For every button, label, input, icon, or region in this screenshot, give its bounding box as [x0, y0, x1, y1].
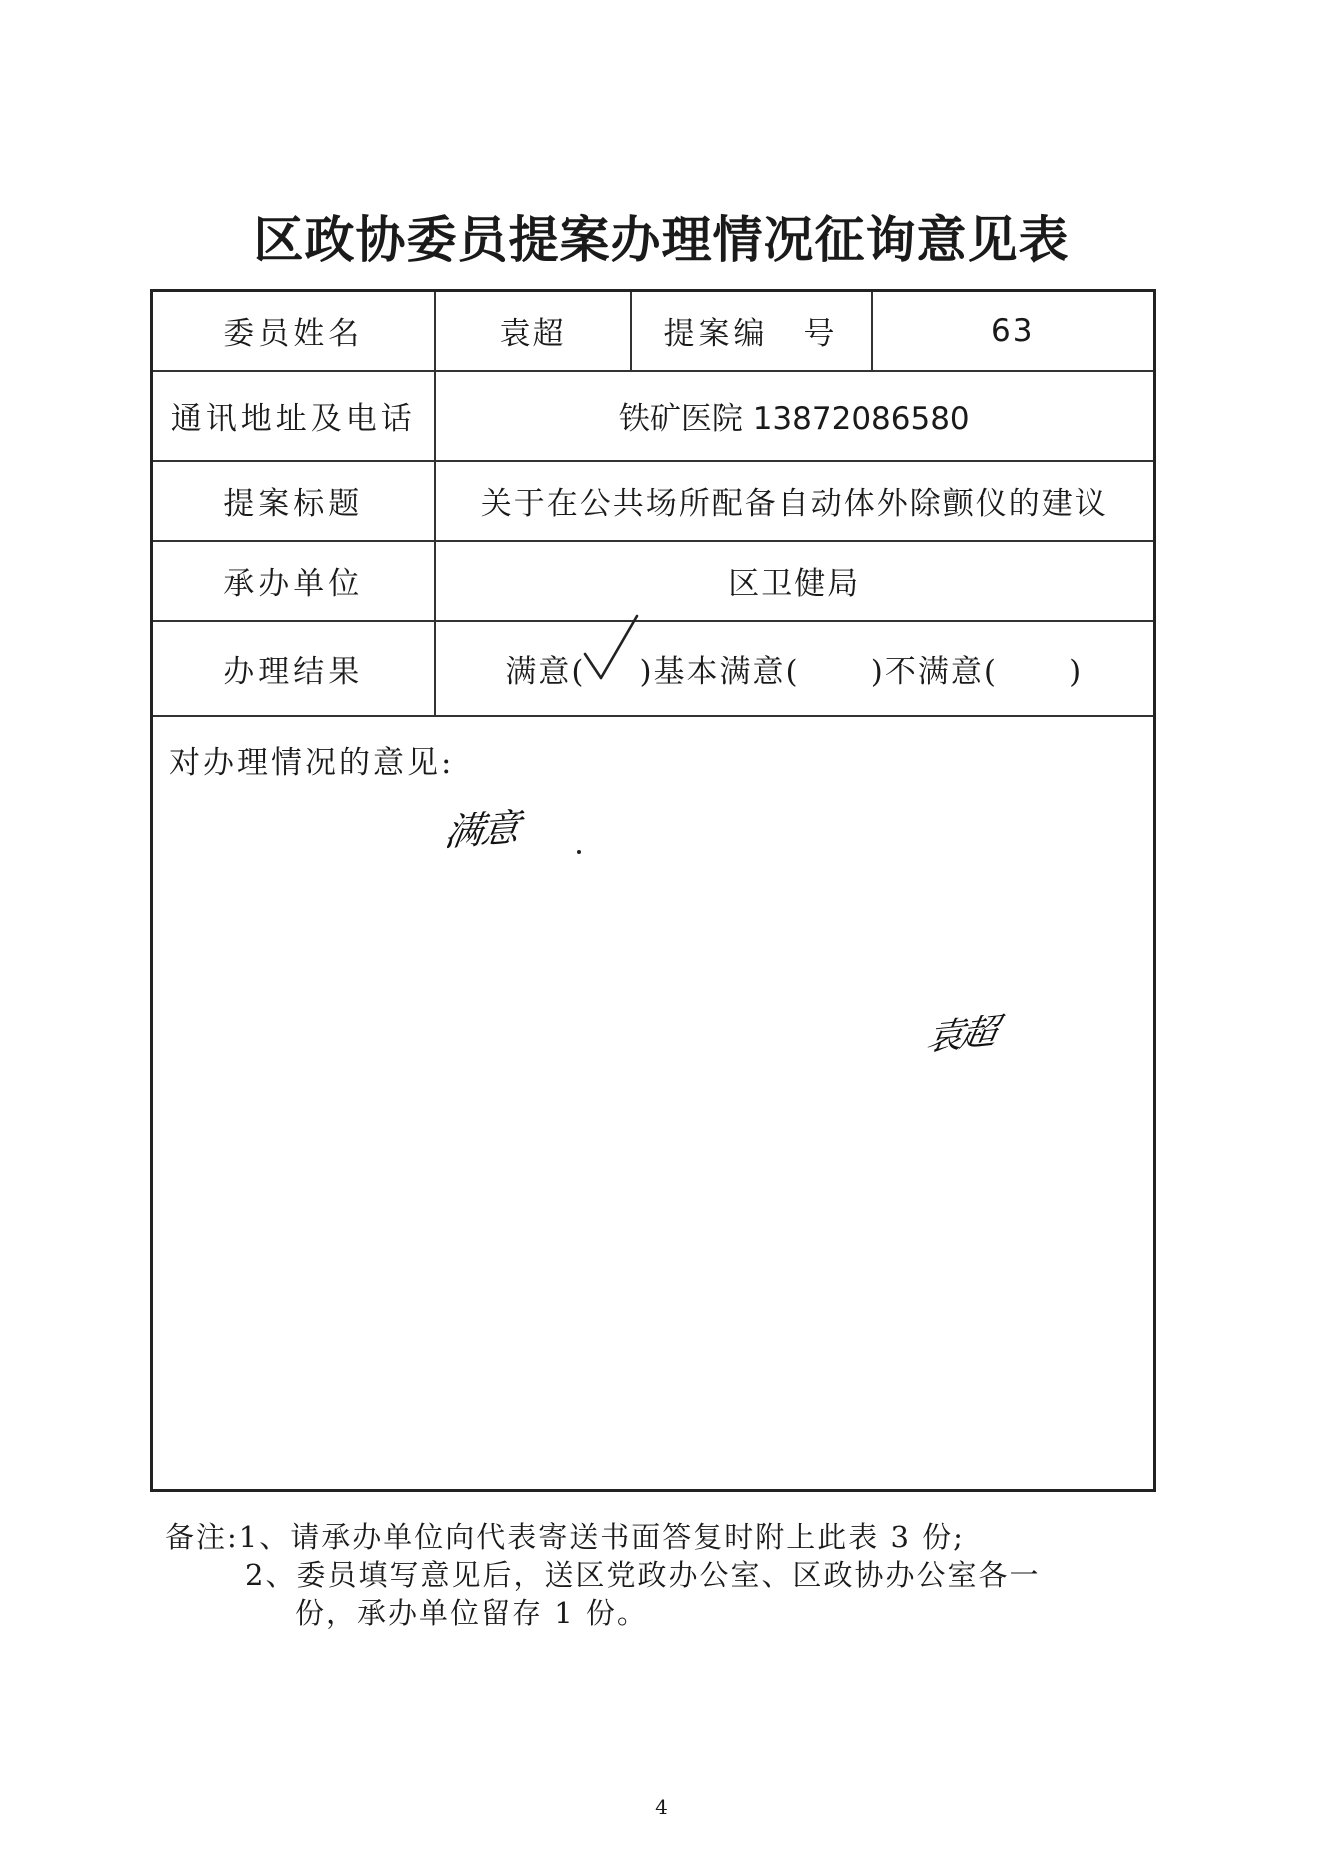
- ink-dot: [577, 850, 581, 854]
- row-member: [152, 291, 1155, 371]
- member-name-label: 委员姓名: [152, 291, 435, 371]
- proposal-title-value: 关于在公共场所配备自动体外除颤仪的建议: [435, 461, 1155, 541]
- handwritten-opinion: 满意: [441, 805, 522, 854]
- result-options: [435, 621, 1155, 716]
- result-option-basically-satisfied-label: 基本满意: [653, 653, 786, 690]
- note-line-1: 备注:1、请承办单位向代表寄送书面答复时附上此表 3 份;: [165, 1520, 965, 1554]
- address-phone-text: 铁矿医院 13872086580: [618, 401, 970, 437]
- result-option-not-satisfied-label: 不满意: [884, 653, 984, 690]
- row-title: [152, 461, 1155, 541]
- handling-unit-label: 承办单位: [152, 541, 435, 621]
- opinion-label: 对办理情况的意见:: [169, 744, 455, 781]
- row-address: [152, 371, 1155, 461]
- note-line-2: 2、委员填写意见后，送区党政办公室、区政协办公室各一: [245, 1558, 1041, 1592]
- result-option-basically-satisfied[interactable]: 基本满意( ): [653, 653, 885, 690]
- opinion-form-table: [150, 289, 1156, 1492]
- proposal-no-label: 提案编 号: [631, 291, 872, 371]
- checkmark-icon: [579, 612, 643, 682]
- row-unit: [152, 541, 1155, 621]
- result-option-satisfied-label: 满意: [505, 653, 572, 690]
- address-phone-label: 通讯地址及电话: [152, 371, 435, 461]
- handwritten-signature: 袁超: [922, 1011, 998, 1059]
- proposal-title-label: 提案标题: [152, 461, 435, 541]
- page-title: 区政协委员提案办理情况征询意见表: [253, 210, 1070, 269]
- proposal-no-value: 63: [872, 291, 1155, 371]
- result-option-satisfied[interactable]: 满意( ): [505, 654, 653, 690]
- opinion-cell: [152, 716, 1155, 1491]
- result-option-not-satisfied[interactable]: 不满意( ): [884, 653, 1084, 690]
- result-label: 办理结果: [152, 621, 435, 716]
- notes: [165, 1518, 1040, 1632]
- member-name-value: 袁超: [435, 291, 631, 371]
- page-number: 4: [655, 1795, 668, 1819]
- note-line-3: 份，承办单位留存 1 份。: [295, 1596, 648, 1630]
- address-phone-value: [435, 371, 1155, 461]
- result-check-satisfied: [585, 652, 639, 682]
- row-opinion: [152, 716, 1155, 1491]
- row-result: [152, 621, 1155, 716]
- handling-unit-value: 区卫健局: [435, 541, 1155, 621]
